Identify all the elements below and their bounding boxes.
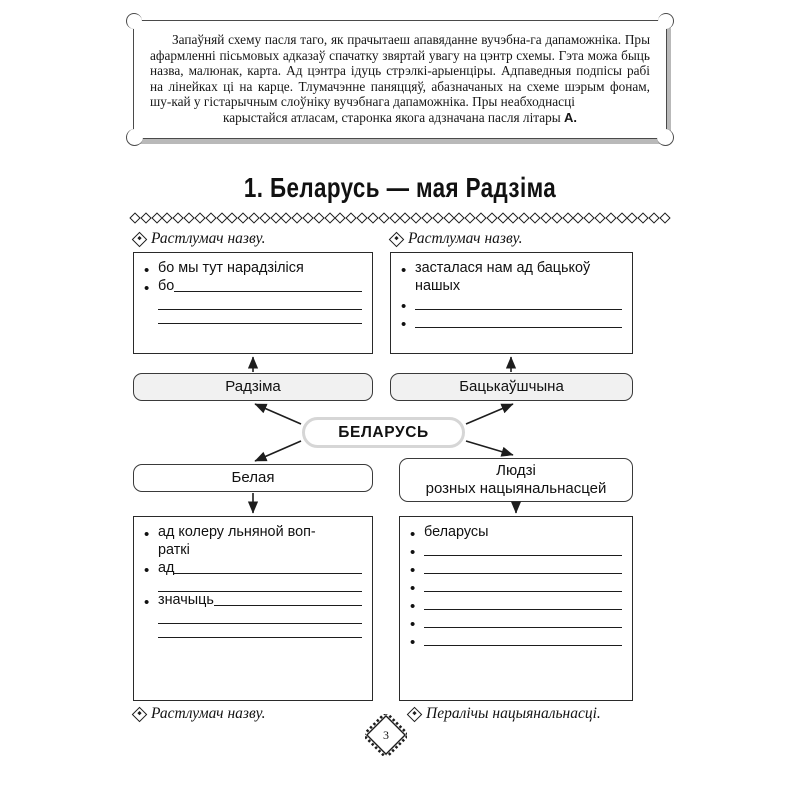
write-in-rule[interactable] <box>424 542 622 556</box>
scheme-node-belaya[interactable] <box>133 464 373 492</box>
answer-bullet-icon: • <box>410 526 416 543</box>
answer-bullet-icon <box>144 542 158 545</box>
arrow-center-to-ludzi <box>466 441 513 455</box>
answer-text: нашых <box>415 278 461 294</box>
caption-bottom-right-text: Пералічы нацыянальнасці. <box>426 705 601 722</box>
write-in-rule[interactable] <box>424 578 622 592</box>
answer-line[interactable] <box>144 260 362 278</box>
answer-bullet-icon: • <box>410 580 416 597</box>
answer-bullet-icon: • <box>144 262 150 279</box>
answer-bullet-icon: • <box>144 561 150 579</box>
answer-bullet-icon: • <box>410 634 416 651</box>
answer-text: бо мы тут нарадзіліся <box>158 260 304 276</box>
write-in-rule[interactable] <box>424 614 622 628</box>
answer-bullet-icon: • <box>410 598 416 615</box>
write-in-rule[interactable] <box>158 296 362 310</box>
write-in-rule[interactable] <box>174 560 362 574</box>
answer-bullet-icon: • <box>401 262 407 279</box>
answer-line[interactable] <box>410 596 622 614</box>
divider-diamond-icon <box>367 212 378 223</box>
divider-diamond-icon <box>540 212 551 223</box>
divider-diamond-icon <box>605 212 616 223</box>
divider-diamond-icon <box>140 212 151 223</box>
answer-text: бо <box>158 278 175 294</box>
answer-text: раткі <box>158 542 190 558</box>
scheme-node-ludzi-label-line1: Людзі <box>496 462 536 479</box>
answer-line[interactable] <box>144 524 362 542</box>
answer-text: беларусы <box>424 524 489 540</box>
page-title: 1. Беларусь — мая Радзіма <box>243 172 557 203</box>
answer-text: засталася нам ад бацькоў <box>415 260 591 276</box>
answer-bullet-icon: • <box>410 616 416 633</box>
divider-diamond-icon <box>259 212 270 223</box>
divider-diamond-icon <box>551 212 562 223</box>
write-in-rule[interactable] <box>415 296 622 310</box>
write-in-rule[interactable] <box>424 632 622 646</box>
answer-line[interactable] <box>410 632 622 650</box>
caption-top-left <box>134 230 265 248</box>
write-in-rule[interactable] <box>424 560 622 574</box>
answer-box-bottom-right[interactable] <box>399 516 633 701</box>
page-number-text: 3 <box>383 727 389 742</box>
scheme-node-center-belarus[interactable] <box>302 417 465 448</box>
diamond-bullet-icon <box>132 706 148 722</box>
diamond-bullet-icon <box>132 231 148 247</box>
diamond-bullet-icon <box>407 706 423 722</box>
divider-diamond-icon <box>486 212 497 223</box>
answer-line[interactable] <box>144 624 362 638</box>
answer-bullet-icon: • <box>144 526 150 543</box>
write-in-rule[interactable] <box>214 592 362 606</box>
scheme-node-belaya-label: Белая <box>231 469 275 486</box>
scheme-node-ludzi[interactable] <box>399 458 633 502</box>
answer-line[interactable] <box>401 314 622 332</box>
answer-bullet-icon: • <box>144 593 150 611</box>
diamond-bullet-icon <box>389 231 405 247</box>
answer-box-bottom-left[interactable] <box>133 516 373 701</box>
write-in-rule[interactable] <box>174 278 362 292</box>
write-in-rule[interactable] <box>158 624 362 638</box>
caption-bottom-left-text: Растлумач назву. <box>151 705 266 722</box>
answer-line[interactable] <box>144 310 362 324</box>
divider-diamond-icon <box>378 212 389 223</box>
diamond-divider <box>131 213 669 222</box>
write-in-rule[interactable] <box>158 610 362 624</box>
answer-bullet-icon <box>144 624 158 627</box>
scheme-node-backaushchyna-label: Бацькаўшчына <box>459 378 564 395</box>
answer-text: ад колеру льняной воп- <box>158 524 316 540</box>
answer-line[interactable] <box>144 542 362 560</box>
divider-diamond-icon <box>194 212 205 223</box>
write-in-rule[interactable] <box>415 314 622 328</box>
answer-line[interactable] <box>144 560 362 578</box>
scheme-node-backaushchyna[interactable] <box>390 373 633 401</box>
answer-line[interactable] <box>401 278 622 296</box>
answer-line[interactable] <box>144 296 362 310</box>
scheme-node-ludzi-label-line2: розных нацыянальнасцей <box>425 480 607 497</box>
divider-diamond-icon <box>659 212 670 223</box>
answer-line[interactable] <box>410 524 622 542</box>
instruction-text <box>150 32 650 126</box>
caption-top-left-text: Растлумач назву. <box>151 230 266 247</box>
divider-diamond-icon <box>205 212 216 223</box>
answer-box-top-left[interactable] <box>133 252 373 354</box>
divider-diamond-icon <box>432 212 443 223</box>
answer-line[interactable] <box>144 610 362 624</box>
instruction-frame-body <box>133 20 667 139</box>
answer-line[interactable] <box>144 578 362 592</box>
caption-bottom-left <box>134 705 265 723</box>
answer-line[interactable] <box>410 578 622 596</box>
divider-diamond-icon <box>313 212 324 223</box>
answer-bullet-icon <box>144 578 158 581</box>
answer-bullet-icon <box>401 278 415 281</box>
write-in-rule[interactable] <box>158 310 362 324</box>
instruction-last-line-text: карыстайся атласам, старонка якога адзначана пасля літары <box>222 109 561 125</box>
answer-line[interactable] <box>410 542 622 560</box>
answer-line[interactable] <box>144 278 362 296</box>
answer-bullet-icon <box>144 296 158 299</box>
answer-bullet-icon <box>144 310 158 313</box>
answer-line[interactable] <box>410 614 622 632</box>
answer-bullet-icon <box>144 610 158 613</box>
answer-bullet-icon: • <box>401 315 407 333</box>
caption-bottom-right <box>409 705 601 723</box>
page-number-ornament <box>365 714 407 756</box>
answer-bullet-icon: • <box>410 544 416 561</box>
arrow-center-to-belaya <box>255 441 301 461</box>
scheme-node-radzima[interactable] <box>133 373 373 401</box>
answer-bullet-icon: • <box>401 297 407 315</box>
write-in-rule[interactable] <box>424 596 622 610</box>
caption-top-right-text: Растлумач назву. <box>408 230 523 247</box>
answer-line[interactable] <box>401 296 622 314</box>
scheme-node-center-label: БЕЛАРУСЬ <box>338 423 429 441</box>
answer-text: значыць <box>158 591 214 608</box>
answer-box-top-right[interactable] <box>390 252 633 354</box>
answer-line[interactable] <box>401 260 622 278</box>
frame-corner-bottom-left-icon <box>126 129 143 146</box>
arrow-center-to-radzima <box>255 404 301 424</box>
write-in-rule[interactable] <box>158 578 362 592</box>
answer-line[interactable] <box>410 560 622 578</box>
caption-top-right <box>391 230 522 248</box>
arrow-center-to-backaushchyna <box>466 404 513 424</box>
instruction-last-line <box>150 110 650 126</box>
instruction-body: Запаўняй схему пасля таго, як прачытаеш апавяданне вучэбна-га дапаможніка. Пры афармленні пісьмовых адказаў спачатку звяртай увагу на цэнтр схемы. Гэта можа быць назва, малюнак, карта. Ад цэнтра ідуць стрэлкі-арыенціры. Адпаведныя подпісы рабі на лінейках ці на карце. Тлумачэнне паняццяў, абазначаных на схеме шэрым фонам, шу-кай у гістарычным слоўніку вучэбнага дапаможніка. Пры неабходнасці <box>150 32 650 110</box>
answer-text: ад <box>158 559 175 576</box>
frame-corner-bottom-right-icon <box>657 129 674 146</box>
answer-line[interactable] <box>144 592 362 610</box>
answer-bullet-icon: • <box>410 562 416 579</box>
answer-bullet-icon: • <box>144 280 150 297</box>
scheme-node-radzima-label: Радзіма <box>225 378 281 395</box>
instruction-frame <box>133 20 667 139</box>
atlas-letter-mark: А. <box>564 109 578 125</box>
